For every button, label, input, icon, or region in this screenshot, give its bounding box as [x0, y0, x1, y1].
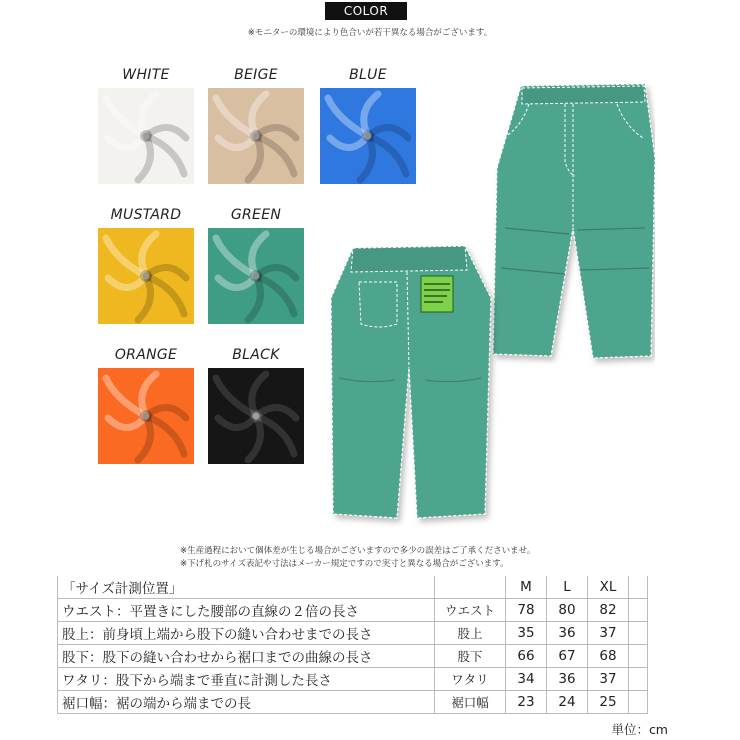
size-header-l: L	[547, 576, 588, 599]
value-l: 24	[547, 691, 588, 714]
size-table-blank-cell	[629, 576, 648, 599]
swatch-label-mustard: MUSTARD	[110, 207, 182, 223]
swatch-label-black: BLACK	[232, 347, 280, 363]
table-row	[58, 622, 648, 645]
product-pants-illustration	[325, 78, 655, 528]
swatch-label-blue: BLUE	[349, 67, 387, 83]
value-l: 67	[547, 645, 588, 668]
size-table-blank-cell	[629, 599, 648, 622]
note-line: ※下げ札のサイズ表記や寸法はメーカー規定ですので実寸と異なる場合がございます。	[180, 559, 509, 569]
table-row	[58, 599, 648, 622]
swatch-white[interactable]	[98, 88, 194, 184]
row-description: 裾口幅：裾の端から端までの長	[58, 691, 435, 714]
value-m: 34	[506, 668, 547, 691]
back-view-pants	[331, 246, 491, 518]
value-m: 23	[506, 691, 547, 714]
swatch-label-green: GREEN	[230, 207, 282, 223]
value-xl: 25	[588, 691, 629, 714]
back-label-patch	[421, 276, 453, 312]
size-table-header-row	[58, 576, 648, 599]
swatch-label-beige: BEIGE	[234, 67, 278, 83]
color-section-badge: COLOR	[325, 2, 407, 20]
row-label: ワタリ	[435, 668, 506, 691]
size-table-blank-cell	[629, 691, 648, 714]
production-notes	[180, 545, 535, 571]
table-row	[58, 668, 648, 691]
value-l: 36	[547, 622, 588, 645]
value-l: 36	[547, 668, 588, 691]
swatch-label-orange: ORANGE	[114, 347, 178, 363]
note-line: ※生産過程において個体差が生じる場合がございますので多少の誤差はご了承くださいませ。	[180, 546, 536, 556]
value-m: 66	[506, 645, 547, 668]
row-description: 股下：股下の縫い合わせから裾口までの曲線の長さ	[58, 645, 435, 668]
value-xl: 37	[588, 668, 629, 691]
size-table-blank-cell	[629, 622, 648, 645]
size-table-title: 「サイズ計測位置」	[58, 576, 435, 599]
swatch-green[interactable]	[208, 228, 304, 324]
value-l: 80	[547, 599, 588, 622]
size-table-header-blank	[435, 576, 506, 599]
swatch-mustard[interactable]	[98, 228, 194, 324]
row-description: 股上：前身頃上端から股下の縫い合わせまでの長さ	[58, 622, 435, 645]
monitor-note: ※モニターの環境により色合いが若干異なる場合がございます。	[247, 28, 493, 38]
row-label: 裾口幅	[435, 691, 506, 714]
swatch-black[interactable]	[208, 368, 304, 464]
row-label: 股下	[435, 645, 506, 668]
value-xl: 82	[588, 599, 629, 622]
row-label: ウエスト	[435, 599, 506, 622]
value-m: 35	[506, 622, 547, 645]
swatch-label-white: WHITE	[122, 67, 170, 83]
row-description: ウエスト：平置きにした腰部の直線の２倍の長さ	[58, 599, 435, 622]
value-xl: 37	[588, 622, 629, 645]
table-row	[58, 645, 648, 668]
size-table-blank-cell	[629, 645, 648, 668]
unit-label: 単位：cm	[611, 722, 668, 737]
row-description: ワタリ：股下から端まで垂直に計測した長さ	[58, 668, 435, 691]
swatch-orange[interactable]	[98, 368, 194, 464]
size-header-xl: XL	[588, 576, 629, 599]
size-table-blank-cell	[629, 668, 648, 691]
table-row	[58, 691, 648, 714]
front-view-pants	[493, 84, 655, 358]
size-header-m: M	[506, 576, 547, 599]
value-m: 78	[506, 599, 547, 622]
row-label: 股上	[435, 622, 506, 645]
value-xl: 68	[588, 645, 629, 668]
size-table	[57, 576, 648, 714]
swatch-beige[interactable]	[208, 88, 304, 184]
